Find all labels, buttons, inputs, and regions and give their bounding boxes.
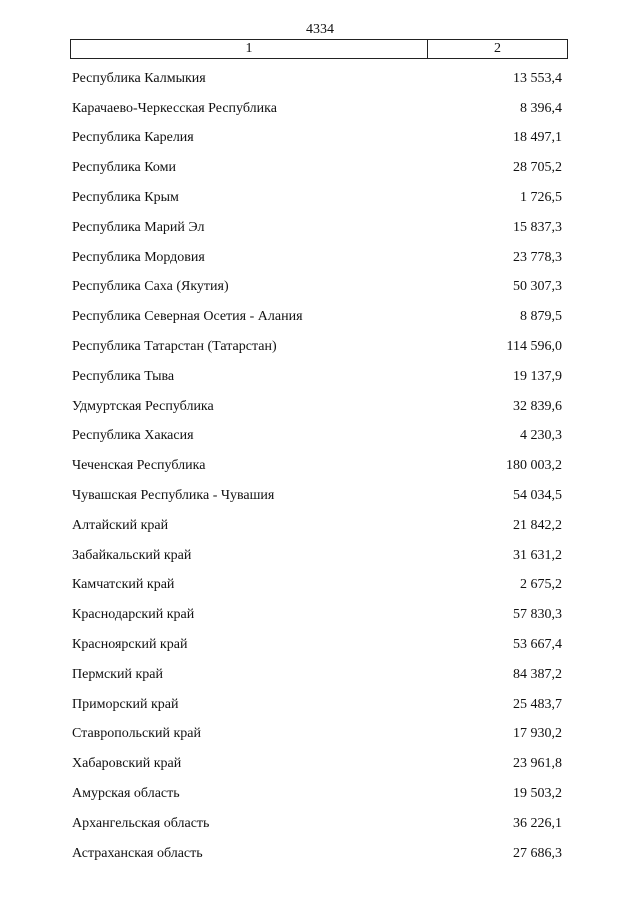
region-value: 23 778,3 bbox=[513, 249, 562, 265]
region-name: Чеченская Республика bbox=[72, 458, 206, 474]
region-value: 19 137,9 bbox=[513, 368, 562, 384]
region-name: Республика Тыва bbox=[72, 368, 175, 384]
table-row bbox=[72, 153, 562, 183]
table-row bbox=[72, 94, 562, 124]
region-name: Республика Калмыкия bbox=[72, 70, 206, 86]
table-row bbox=[72, 64, 562, 94]
table-body bbox=[72, 64, 562, 869]
region-value: 13 553,4 bbox=[513, 70, 562, 86]
region-name: Красноярский край bbox=[72, 637, 188, 653]
region-value: 8 396,4 bbox=[520, 100, 562, 116]
region-name: Карачаево-Черкесская Республика bbox=[72, 100, 277, 116]
region-name: Хабаровский край bbox=[72, 756, 182, 772]
region-value: 54 034,5 bbox=[513, 488, 562, 504]
region-value: 15 837,3 bbox=[513, 219, 562, 235]
region-name: Астраханская область bbox=[72, 845, 203, 861]
table-row bbox=[72, 779, 562, 809]
region-name: Забайкальский край bbox=[72, 547, 192, 563]
region-name: Республика Крым bbox=[72, 190, 179, 206]
region-name: Пермский край bbox=[72, 666, 163, 682]
region-name: Чувашская Республика - Чувашия bbox=[72, 488, 275, 504]
region-value: 84 387,2 bbox=[513, 666, 562, 682]
region-name: Ставропольский край bbox=[72, 726, 201, 742]
table-row bbox=[72, 600, 562, 630]
table-header bbox=[70, 39, 568, 59]
region-value: 25 483,7 bbox=[513, 696, 562, 712]
table-row bbox=[72, 243, 562, 273]
region-name: Архангельская область bbox=[72, 815, 210, 831]
region-name: Республика Мордовия bbox=[72, 249, 205, 265]
region-name: Приморский край bbox=[72, 696, 179, 712]
table-row bbox=[72, 332, 562, 362]
table-row bbox=[72, 839, 562, 869]
region-value: 17 930,2 bbox=[513, 726, 562, 742]
region-value: 1 726,5 bbox=[520, 190, 562, 206]
region-name: Камчатский край bbox=[72, 577, 175, 593]
table-row bbox=[72, 451, 562, 481]
table-row bbox=[72, 273, 562, 303]
region-value: 27 686,3 bbox=[513, 845, 562, 861]
table-row bbox=[72, 720, 562, 750]
region-value: 31 631,2 bbox=[513, 547, 562, 563]
region-value: 114 596,0 bbox=[506, 339, 562, 355]
region-name: Республика Северная Осетия - Алания bbox=[72, 309, 303, 325]
region-value: 28 705,2 bbox=[513, 160, 562, 176]
region-value: 32 839,6 bbox=[513, 398, 562, 414]
region-value: 36 226,1 bbox=[513, 815, 562, 831]
column-header-2: 2 bbox=[494, 41, 501, 56]
page-number: 4334 bbox=[306, 22, 334, 37]
table-row bbox=[72, 422, 562, 452]
region-name: Республика Хакасия bbox=[72, 428, 194, 444]
region-value: 19 503,2 bbox=[513, 786, 562, 802]
table-row bbox=[72, 660, 562, 690]
region-name: Республика Карелия bbox=[72, 130, 194, 146]
region-value: 18 497,1 bbox=[513, 130, 562, 146]
table-row bbox=[72, 302, 562, 332]
region-name: Республика Марий Эл bbox=[72, 219, 205, 235]
table-row bbox=[72, 690, 562, 720]
region-value: 4 230,3 bbox=[520, 428, 562, 444]
region-value: 21 842,2 bbox=[513, 517, 562, 533]
table-row bbox=[72, 749, 562, 779]
region-value: 50 307,3 bbox=[513, 279, 562, 295]
region-value: 180 003,2 bbox=[506, 458, 562, 474]
table-row bbox=[72, 571, 562, 601]
table-row bbox=[72, 481, 562, 511]
region-name: Удмуртская Республика bbox=[72, 398, 214, 414]
table-row bbox=[72, 630, 562, 660]
table-row bbox=[72, 809, 562, 839]
table-row bbox=[72, 213, 562, 243]
region-value: 53 667,4 bbox=[513, 637, 562, 653]
region-name: Республика Саха (Якутия) bbox=[72, 279, 229, 295]
table-row bbox=[72, 511, 562, 541]
region-value: 2 675,2 bbox=[520, 577, 562, 593]
table-row bbox=[72, 392, 562, 422]
region-name: Амурская область bbox=[72, 786, 180, 802]
region-name: Алтайский край bbox=[72, 517, 169, 533]
table-row bbox=[72, 362, 562, 392]
region-value: 8 879,5 bbox=[520, 309, 562, 325]
table-row bbox=[72, 183, 562, 213]
region-name: Республика Коми bbox=[72, 160, 176, 176]
column-header-1: 1 bbox=[71, 40, 428, 58]
region-name: Республика Татарстан (Татарстан) bbox=[72, 339, 277, 355]
table-row bbox=[72, 124, 562, 154]
region-name: Краснодарский край bbox=[72, 607, 195, 623]
region-value: 23 961,8 bbox=[513, 756, 562, 772]
table-row bbox=[72, 541, 562, 571]
region-value: 57 830,3 bbox=[513, 607, 562, 623]
